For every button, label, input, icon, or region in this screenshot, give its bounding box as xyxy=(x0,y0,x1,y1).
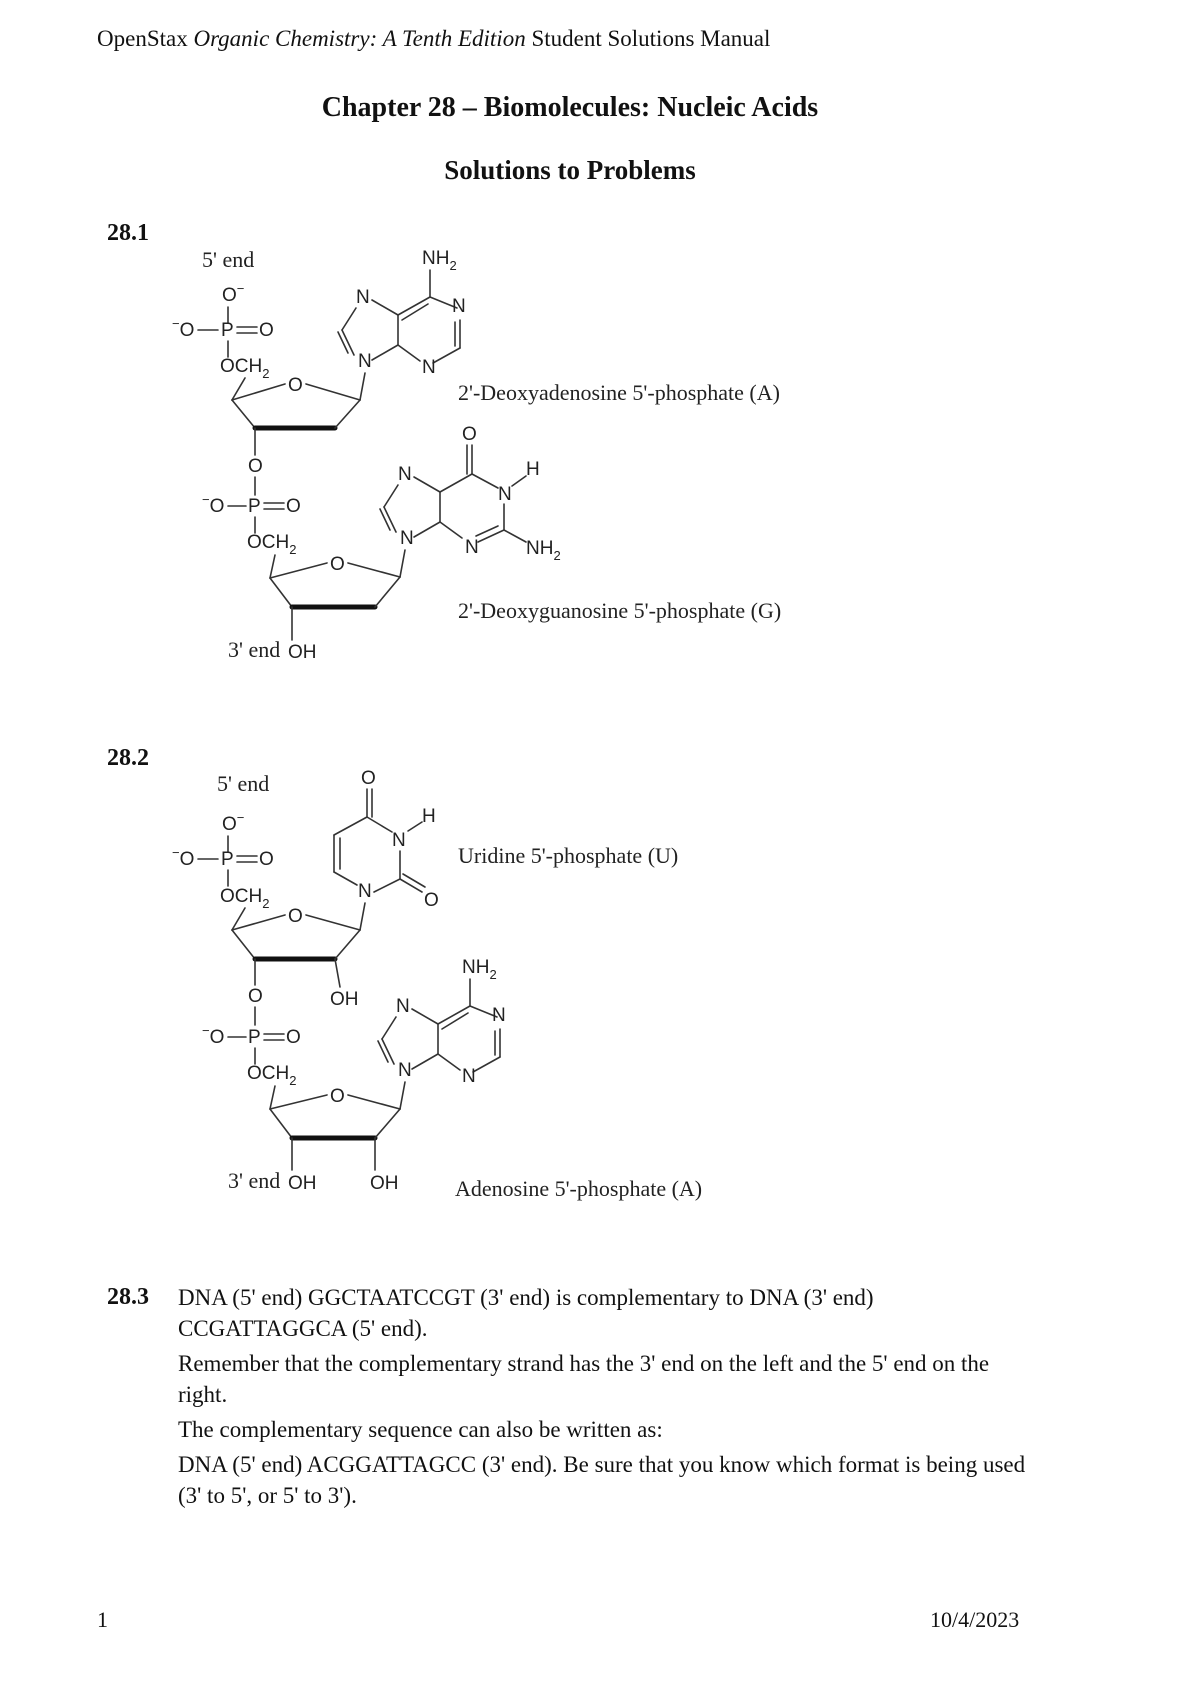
five-prime-label: 5' end xyxy=(202,247,255,272)
structure-dinucleotide-UA xyxy=(160,765,880,1265)
problem-number-28-1: 28.1 xyxy=(107,220,149,246)
svg-text:N: N xyxy=(422,357,436,378)
figure-dinucleotide-AG xyxy=(160,240,880,720)
nucleotide-label-dG: 2'-Deoxyguanosine 5'-phosphate (G) xyxy=(458,598,782,623)
nucleotide-label-dA: 2'-Deoxyadenosine 5'-phosphate (A) xyxy=(458,380,780,405)
structure-dinucleotide-AG xyxy=(160,240,880,720)
svg-text:N: N xyxy=(398,1060,412,1081)
answer-paragraph: The complementary sequence can also be written as: xyxy=(178,1417,663,1442)
figure-dinucleotide-UA xyxy=(160,765,880,1265)
svg-text:O: O xyxy=(288,375,303,396)
five-prime-label-2: 5' end xyxy=(217,771,270,796)
svg-text:N: N xyxy=(358,351,372,372)
svg-text:O: O xyxy=(259,320,274,341)
svg-text:OH: OH xyxy=(330,989,359,1010)
svg-text:O: O xyxy=(361,768,376,789)
answer-paragraph: DNA (5' end) ACGGATTAGCC (3' end). Be sure that you know which format is being used (3' to 5', or 5' to 3'). xyxy=(178,1452,1026,1508)
svg-text:P: P xyxy=(248,496,261,517)
svg-text:O: O xyxy=(248,456,263,477)
page-number: 1 xyxy=(97,1607,108,1632)
svg-text:O: O xyxy=(286,1027,301,1048)
svg-text:OH: OH xyxy=(370,1173,399,1194)
svg-text:OCH2: $OCH_2$ xyxy=(247,1063,297,1088)
answer-paragraph: Remember that the complementary strand has the 3' end on the left and the 5' end on the right. xyxy=(178,1351,990,1407)
svg-text:N: N xyxy=(452,296,466,317)
header-book-title: Organic Chemistry: A Tenth Edition xyxy=(193,26,526,51)
phosphate-O-left: −O xyxy=(172,316,195,341)
footer-date: 10/4/2023 xyxy=(930,1607,1020,1632)
problem-number-28-3: 28.3 xyxy=(107,1284,149,1310)
header-prefix: OpenStax xyxy=(97,26,188,51)
svg-text:O−: O− xyxy=(222,810,245,835)
svg-text:H: H xyxy=(422,806,436,827)
svg-text:O: O xyxy=(286,496,301,517)
answer-paragraph: DNA (5' end) GGCTAATCCGT (3' end) is complementary to DNA (3' end) CCGATTAGGCA (5' end). xyxy=(178,1285,874,1341)
answer-28-3 xyxy=(178,1282,1038,1515)
three-prime-label-2: 3' end xyxy=(228,1168,281,1193)
svg-text:O: O xyxy=(330,1086,345,1107)
svg-text:N: N xyxy=(465,537,479,558)
header-suffix: Student Solutions Manual xyxy=(531,26,771,51)
svg-text:−O: −O xyxy=(172,845,195,870)
svg-text:H: H xyxy=(526,459,540,480)
nucleotide-label-U: Uridine 5'-phosphate (U) xyxy=(458,843,679,868)
svg-text:N: N xyxy=(462,1066,476,1087)
svg-text:O: O xyxy=(248,986,263,1007)
phosphate2-O-left: −O xyxy=(202,492,225,517)
chapter-title: Chapter 28 – Biomolecules: Nucleic Acids xyxy=(321,92,819,123)
svg-text:O: O xyxy=(462,424,477,445)
svg-text:N: N xyxy=(356,287,370,308)
svg-text:O: O xyxy=(330,554,345,575)
svg-text:−O: −O xyxy=(202,1023,225,1048)
svg-text:N: N xyxy=(358,881,372,902)
nucleotide-label-A: Adenosine 5'-phosphate (A) xyxy=(455,1176,703,1201)
three-prime-label: 3' end xyxy=(228,637,281,662)
och2-label: $OCH_2$ xyxy=(220,356,270,381)
amino-group: $NH_2$ xyxy=(422,248,457,273)
svg-text:N: N xyxy=(398,464,412,485)
svg-text:N: N xyxy=(498,484,512,505)
svg-text:P: P xyxy=(221,849,234,870)
problem-number-28-2: 28.2 xyxy=(107,745,149,771)
svg-text:N: N xyxy=(492,1005,506,1026)
svg-text:OH: OH xyxy=(288,642,317,663)
svg-text:O: O xyxy=(424,890,439,911)
phosphate-O-top: O− xyxy=(222,281,245,306)
svg-text:N: N xyxy=(392,830,406,851)
svg-text:N: N xyxy=(396,996,410,1017)
svg-text:P: P xyxy=(248,1027,261,1048)
svg-text:O: O xyxy=(288,906,303,927)
svg-text:NH2: $NH_2$ xyxy=(462,957,497,982)
svg-text:OCH2: $OCH_2$ xyxy=(247,532,297,557)
svg-text:N: N xyxy=(400,528,414,549)
svg-text:P: P xyxy=(221,320,234,341)
svg-text:OH: OH xyxy=(288,1173,317,1194)
section-title: Solutions to Problems xyxy=(444,155,696,185)
svg-text:OCH2: $OCH_2$ xyxy=(220,886,270,911)
svg-text:O: O xyxy=(259,849,274,870)
svg-text:NH2: $NH_2$ xyxy=(526,538,561,563)
running-header xyxy=(97,26,770,52)
